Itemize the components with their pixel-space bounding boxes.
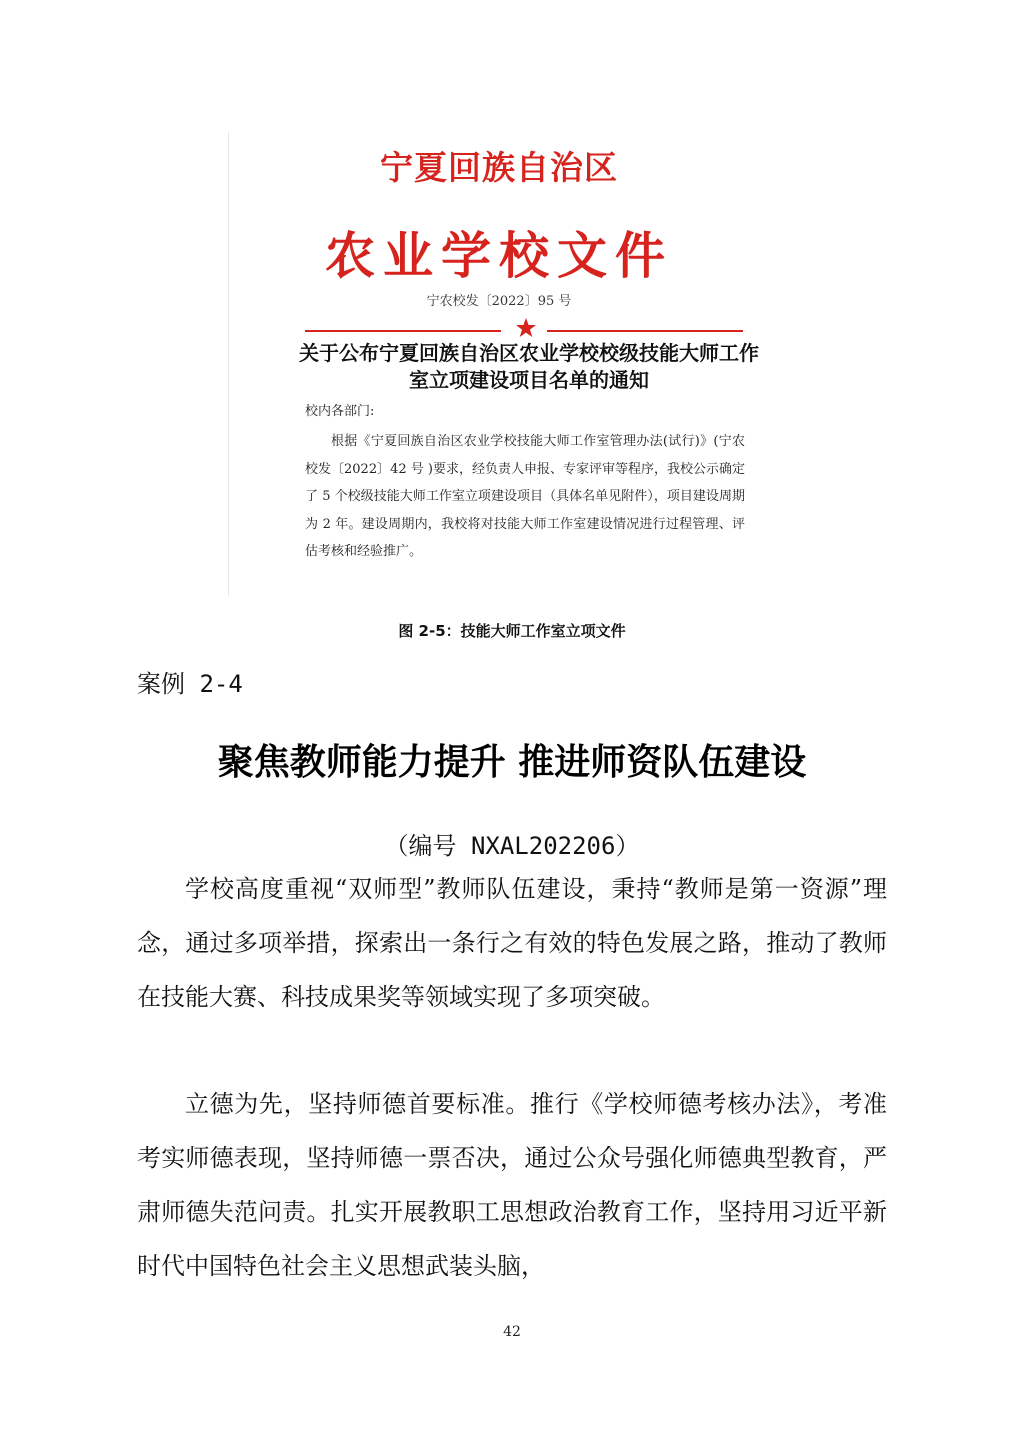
body-paragraph: 立德为先，坚持师德首要标准。推行《学校师德考核办法》，考准考实师德表现，坚持师德一票否决，通过公众号强化师德典型教育，严肃师德失范问责。扎实开展教职工思想政治教育工作，坚持用习近平新时代中国特色社会主义思想武装头脑，: [137, 1090, 887, 1280]
document-number: 宁农校发〔2022〕95 号: [426, 294, 572, 309]
case-label: 案例 2-4: [137, 670, 243, 698]
body-paragraph: 学校高度重视“双师型”教师队伍建设，秉持“教师是第一资源”理念，通过多项举措，探索出一条行之有效的特色发展之路，推动了教师在技能大赛、科技成果奖等领域实现了多项突破。: [137, 875, 887, 1011]
star-icon: [514, 316, 538, 340]
document-issuer-line2: 农业学校文件: [325, 226, 673, 285]
document-addressee: 校内各部门:: [305, 404, 375, 419]
document-title: 关于公布宁夏回族自治区农业学校校级技能大师工作室立项建设项目名单的通知: [299, 341, 759, 392]
document-body: 根据《宁夏回族自治区农业学校技能大师工作室管理办法(试行)》(宁农校发〔2022〕42 号 )要求，经负责人申报、专家评审等程序，我校公示确定了 5 个校级技能大师工作室立项建设项目（具体名单见附件），项目建设周期为 2 年。建设周期内，我校将对技能大师工作室建设情况进行过程管理、评估考核和经验推广。: [305, 434, 745, 559]
official-document-image: [228, 132, 769, 596]
page-number: 42: [503, 1324, 521, 1340]
document-issuer-line1: 宁夏回族自治区: [380, 148, 618, 187]
figure-caption: 图 2-5：技能大师工作室立项文件: [398, 622, 626, 640]
red-divider-right: [547, 330, 743, 332]
case-number: （编号 NXAL202206）: [384, 832, 640, 860]
case-title: 聚焦教师能力提升 推进师资队伍建设: [217, 741, 807, 783]
red-divider-left: [305, 330, 501, 332]
